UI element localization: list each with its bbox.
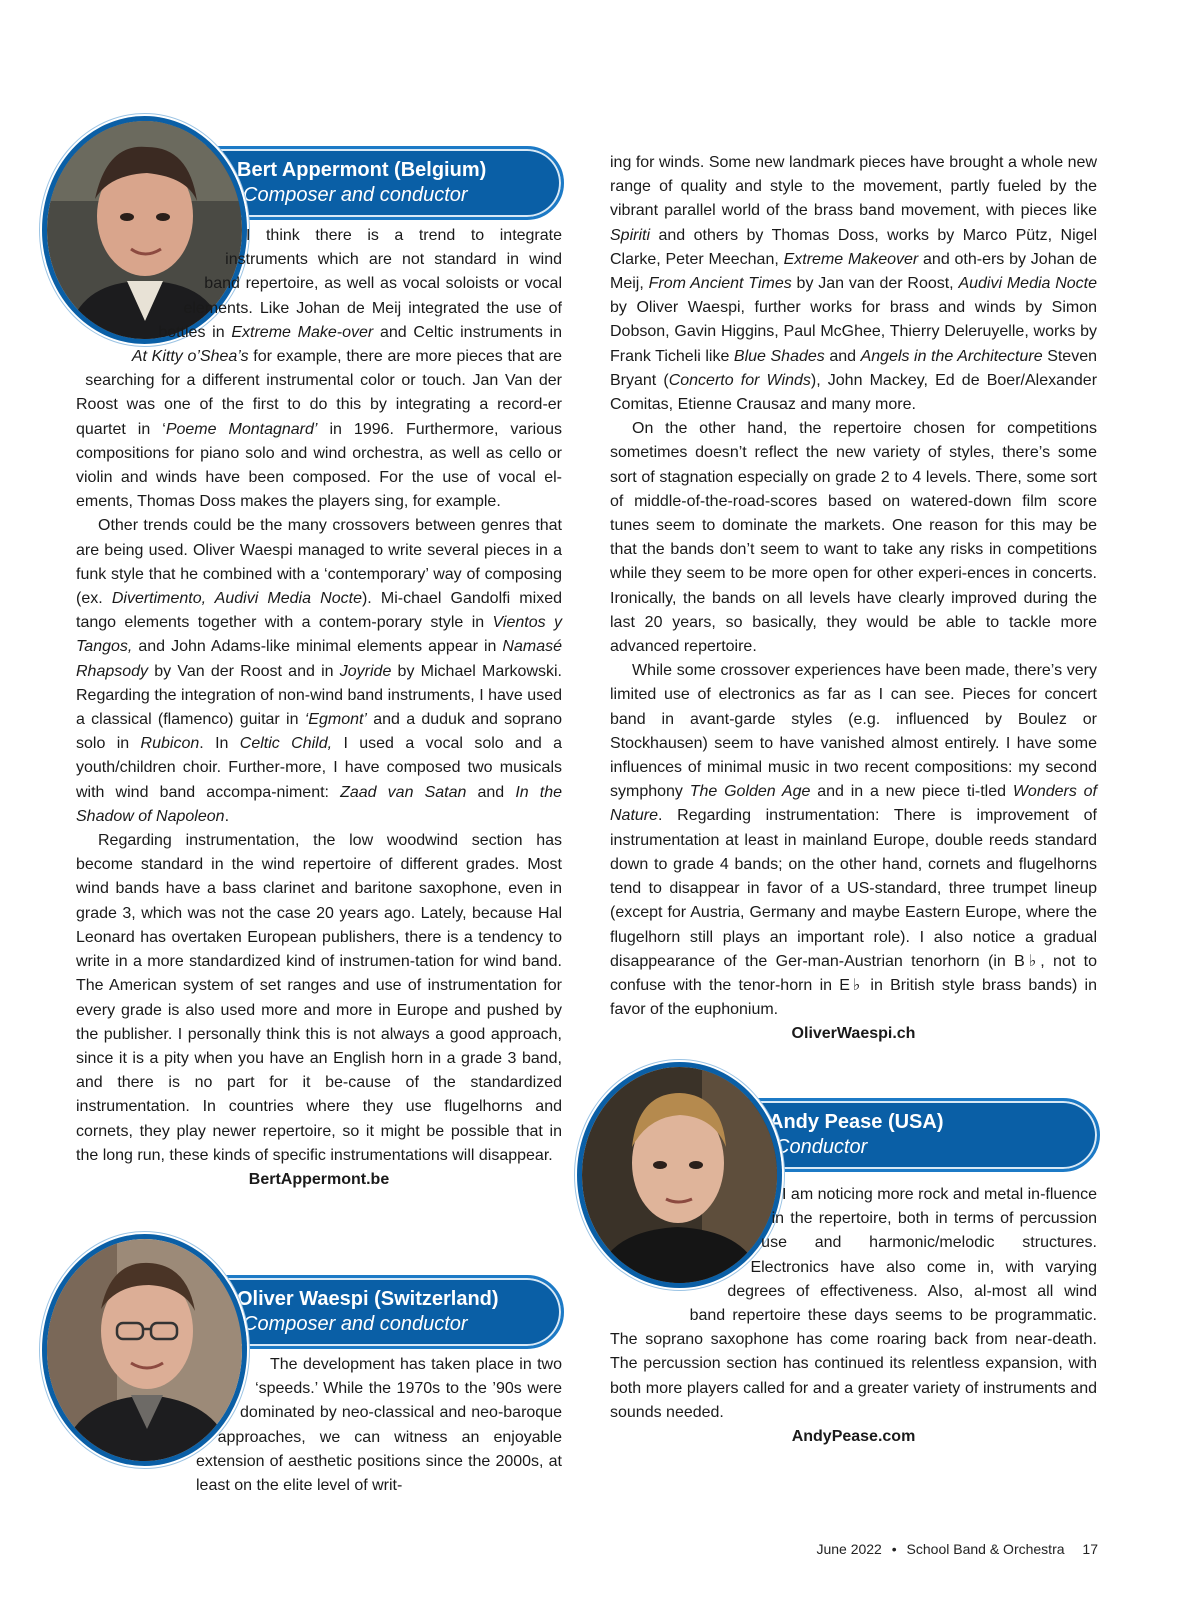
footer-page-number: 17 xyxy=(1082,1541,1098,1557)
page-footer xyxy=(810,1541,1098,1557)
waespi-paragraph-2: On the other hand, the repertoire chosen for competitions sometimes doesn’t reflect the new variety of styles, there’s some sort of stagnation especially on grade 2 to 4 levels. There, some sort of middle-of-the-road-scores based on watered-down film score tunes seem to dominate the markets. One reason for this may be that the bands don’t seem to want to take any risks in competitions while they seem to be more open for other experi-ences in concerts. Ironically, the bands on all levels have clearly improved during the last 20 years, so basically, they would be able to tackle more advanced repertoire. xyxy=(610,420,1097,656)
pease-role: Conductor xyxy=(775,1136,868,1158)
footer-bullet: • xyxy=(891,1541,897,1557)
pease-name: Andy Pease (USA) xyxy=(769,1111,944,1133)
waespi-column-continued xyxy=(610,151,1097,1047)
appermont-paragraph-3: Regarding instrumentation, the low woodwind section has become standard in the wind repertoire of different grades. Most wind bands have a bass clarinet and baritone saxophone, even in grade 3, which was not the case 20 years ago. Lately, because Hal Leonard has overtaken European publishers, there is a tendency to write in a more standardized kind of instrumen-tation for wind band. The American system of set ranges and use of instrumentation for every grade is also used more and more in Europe and pushed by the publisher. I personally think this is not always a good approach, since it is a pity when you have an English horn in a grade 3 band, and there is no part for it be-cause of the standardized instrumentation. In countries where they use flugelhorns and cornets, they play newer repertoire, so it might be possible that in the long run, these kinds of specific instrumentations will disappear. xyxy=(76,832,562,1164)
pease-paragraph-1: I am noticing more rock and metal in-fluence in the repertoire, both in terms of percussion use and harmonic/melodic structures. Electronics have also come in, with varying degrees of effectiveness. Also, al-most all wind band repertoire these days seems to be programmatic. The soprano saxophone has come roaring back from near-death. The percussion section has continued its relentless expansion, with both more players called for and a greater variety of instruments and sounds needed. xyxy=(610,1186,1097,1421)
waespi-paragraph-1-continued: ing for winds. Some new landmark pieces have brought a whole new range of quality and style to the movement, partly fueled by the vibrant parallel world of the brass band movement, with pieces like Spiriti and others by Thomas Doss, works by Marco Pütz, Nigel Clarke, Peter Meechan, Extreme Makeover and oth-ers by Johan de Meij, From Ancient Times by Jan van der Roost, Audivi Media Nocte by Oliver Waespi, further works for brass and winds by Simon Dobson, Gavin Higgins, Paul McGhee, Thierry Deleruyelle, works by Frank Ticheli like Blue Shades and Angels in the Architecture Steven Bryant (Concerto for Winds), John Mackey, Ed de Boer/Alexander Comitas, Etienne Crausaz and many more. xyxy=(610,154,1098,414)
waespi-paragraph-3: While some crossover experiences have been made, there’s very limited use of electronics as far as I can see. Pieces for concert band in avant-garde styles (e.g. influenced by Boulez or Stockhausen) seem to have vanished almost entirely. I have some influences of minimal music in two recent compositions: my second symphony The Golden Age and in a new piece ti-tled Wonders of Nature. Regarding instrumentation: There is improvement of instrumentation at least in mainland Europe, double reeds standard down to grade 4 bands; on the other hand, cornets and flugelhorns tend to disappear in favor of a US-standard, three trumpet lineup (except for Austria, Germany and maybe Eastern Europe, where the flugelhorn still plays an important role). I also notice a gradual disappearance of the Ger-man-Austrian tenorhorn (in B♭, not to confuse with the tenor-horn in E♭ in British style brass bands) in favor of the euphonium. xyxy=(610,662,1098,1019)
appermont-name: Bert Appermont (Belgium) xyxy=(237,159,487,181)
waespi-paragraph-1: The development has taken place in two ‘speeds.’ While the 1970s to the ’90s were dominated by neo-classical and neo-baroque approaches, we can witness an enjoyable extension of aesthetic positions since the 2000s, at least on the elite level of writ- xyxy=(196,1356,562,1495)
footer-date: June 2022 xyxy=(816,1541,882,1557)
waespi-website[interactable]: OliverWaespi.ch xyxy=(791,1025,916,1043)
appermont-website[interactable]: BertAppermont.be xyxy=(248,1170,390,1188)
appermont-role: Composer and conductor xyxy=(243,184,468,206)
footer-publication: School Band & Orchestra xyxy=(906,1541,1065,1557)
waespi-name: Oliver Waespi (Switzerland) xyxy=(237,1288,499,1310)
appermont-paragraph-2: Other trends could be the many crossovers between genres that are being used. Oliver Waespi managed to write several pieces in a funk style that he combined with a ‘contemporary’ way of composing (ex. Divertimento, Audivi Media Nocte). Mi-chael Gandolfi mixed tango elements together with a contem-porary style in Vientos y Tangos, and John Adams-like minimal elements appear in Namasé Rhapsody by Van der Roost and in Joyride by Michael Markowski. Regarding the integration of non-wind band instruments, I have used a classical (flamenco) guitar in ‘Egmont’ and a duduk and soprano solo in Rubicon. In Celtic Child, I used a vocal solo and a youth/children choir. Further-more, I have composed two musicals with wind band accompa-niment: Zaad van Satan and In the Shadow of Napoleon. xyxy=(76,517,563,825)
appermont-paragraph-1: I think there is a trend to integrate instruments which are not standard in wind band repertoire, as well as vocal soloists or vocal elements. Like Johan de Meij integrated the use of bottles in Extreme Make-over and Celtic instruments in At Kitty o’Shea’s for example, there are more pieces that are searching for a different instrumental color or touch. Jan Van der Roost was one of the first to do this by integrating a record-er quartet in ‘Poeme Montagnard’ in 1996. Furthermore, various compositions for piano solo and wind orchestra, as well as cello or violin and winds have been composed. For the use of vocal el-ements, Thomas Doss makes the players sing, for example. xyxy=(76,227,562,511)
pease-website[interactable]: AndyPease.com xyxy=(791,1428,916,1446)
appermont-column xyxy=(76,224,562,1192)
waespi-role: Composer and conductor xyxy=(243,1313,468,1335)
pease-column xyxy=(610,1183,1097,1449)
waespi-column xyxy=(196,1353,562,1498)
